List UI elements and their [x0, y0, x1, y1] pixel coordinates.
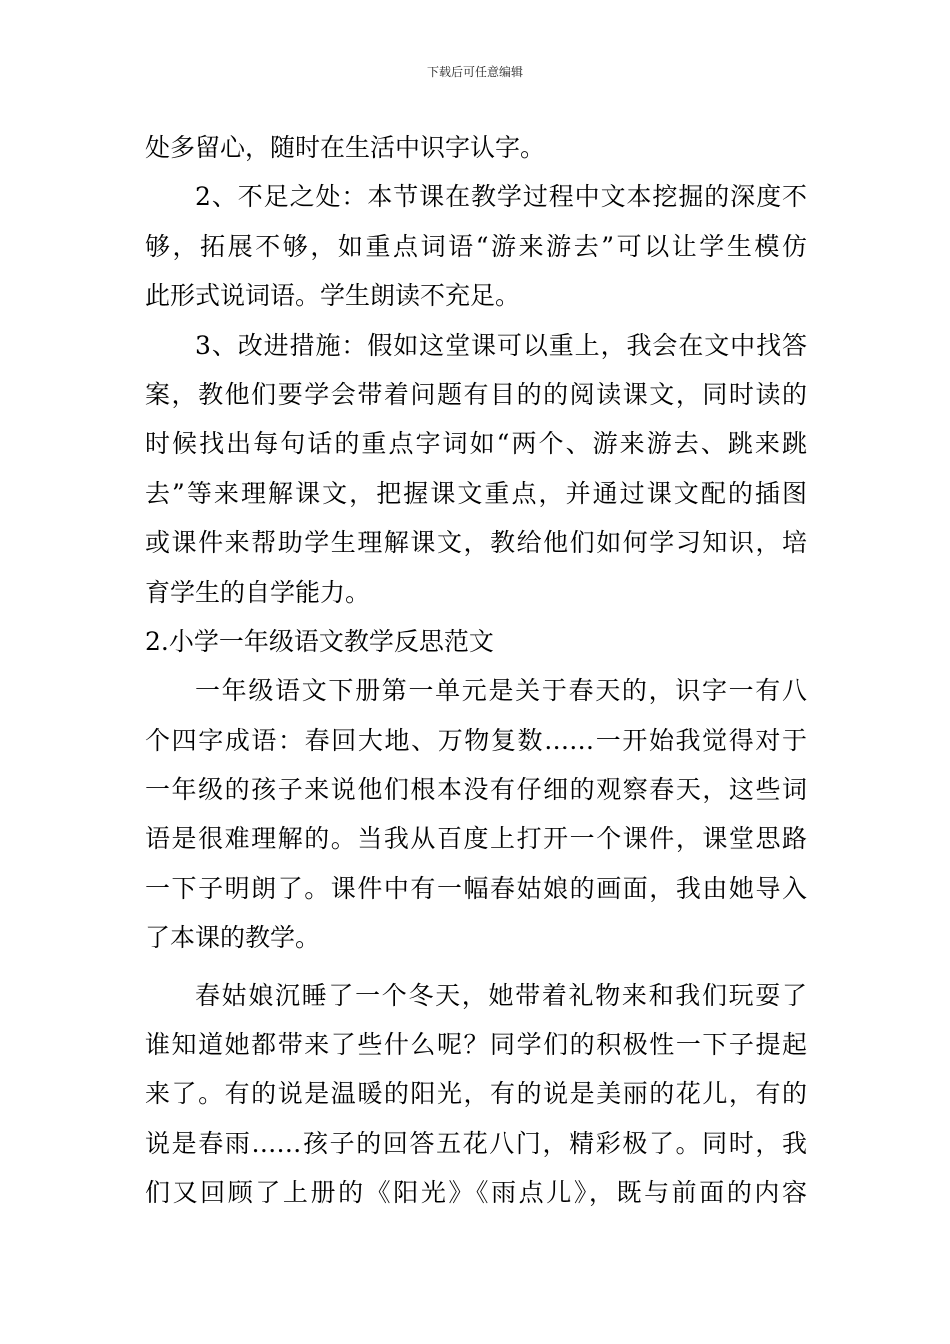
document-body: [145, 123, 807, 1218]
page-header: 下载后可任意编辑: [426, 65, 523, 79]
text-line: 一年级的孩子来说他们根本没有仔细的观察春天，这些词: [145, 775, 807, 805]
text-line: 了本课的教学。: [145, 923, 321, 953]
paragraph: [145, 123, 807, 172]
paragraph: [145, 172, 807, 320]
text-line: 此形式说词语。学生朗读不充足。: [145, 281, 521, 311]
section-heading: [145, 617, 807, 666]
text-line: 或课件来帮助学生理解课文，教给他们如何学习知识，培: [145, 528, 807, 558]
text-line: 案，教他们要学会带着问题有目的的阅读课文，同时读的: [145, 379, 807, 409]
paragraph: [145, 971, 807, 1218]
text-line: 个四字成语：春回大地、万物复数……一开始我觉得对于: [145, 725, 807, 755]
text-line: 育学生的自学能力。: [145, 577, 371, 607]
text-line: 说是春雨……孩子的回答五花八门，精彩极了。同时，我: [145, 1128, 807, 1158]
text-line: 谁知道她都带来了些什么呢？同学们的积极性一下子提起: [145, 1030, 807, 1060]
text-line: 3、改进措施：假如这堂课可以重上，我会在文中找答: [195, 330, 807, 360]
paragraph-gap: [145, 963, 807, 971]
text-line: 们又回顾了上册的《阳光》《雨点儿》，既与前面的内容: [145, 1178, 807, 1208]
text-line: 一年级语文下册第一单元是关于春天的，识字一有八: [195, 676, 807, 706]
text-line: 时候找出每句话的重点字词如“两个、游来游去、跳来跳: [145, 429, 807, 459]
text-line: 语是很难理解的。当我从百度上打开一个课件，课堂思路: [145, 824, 807, 854]
text-line: 春姑娘沉睡了一个冬天，她带着礼物来和我们玩耍了: [195, 980, 807, 1010]
text-line: 够，拓展不够，如重点词语“游来游去”可以让学生模仿: [145, 231, 807, 261]
paragraph: [145, 321, 807, 617]
section-heading-text: 2.小学一年级语文教学反思范文: [145, 626, 494, 656]
text-line: 来了。有的说是温暖的阳光，有的说是美丽的花儿，有的: [145, 1079, 807, 1109]
text-line: 处多留心，随时在生活中识字认字。: [145, 133, 546, 162]
text-line: 去”等来理解课文，把握课文重点，并通过课文配的插图: [145, 478, 807, 508]
text-line: 一下子明朗了。课件中有一幅春姑娘的画面，我由她导入: [145, 873, 807, 903]
paragraph: [145, 666, 807, 962]
text-line: 2、不足之处：本节课在教学过程中文本挖掘的深度不: [195, 182, 807, 212]
